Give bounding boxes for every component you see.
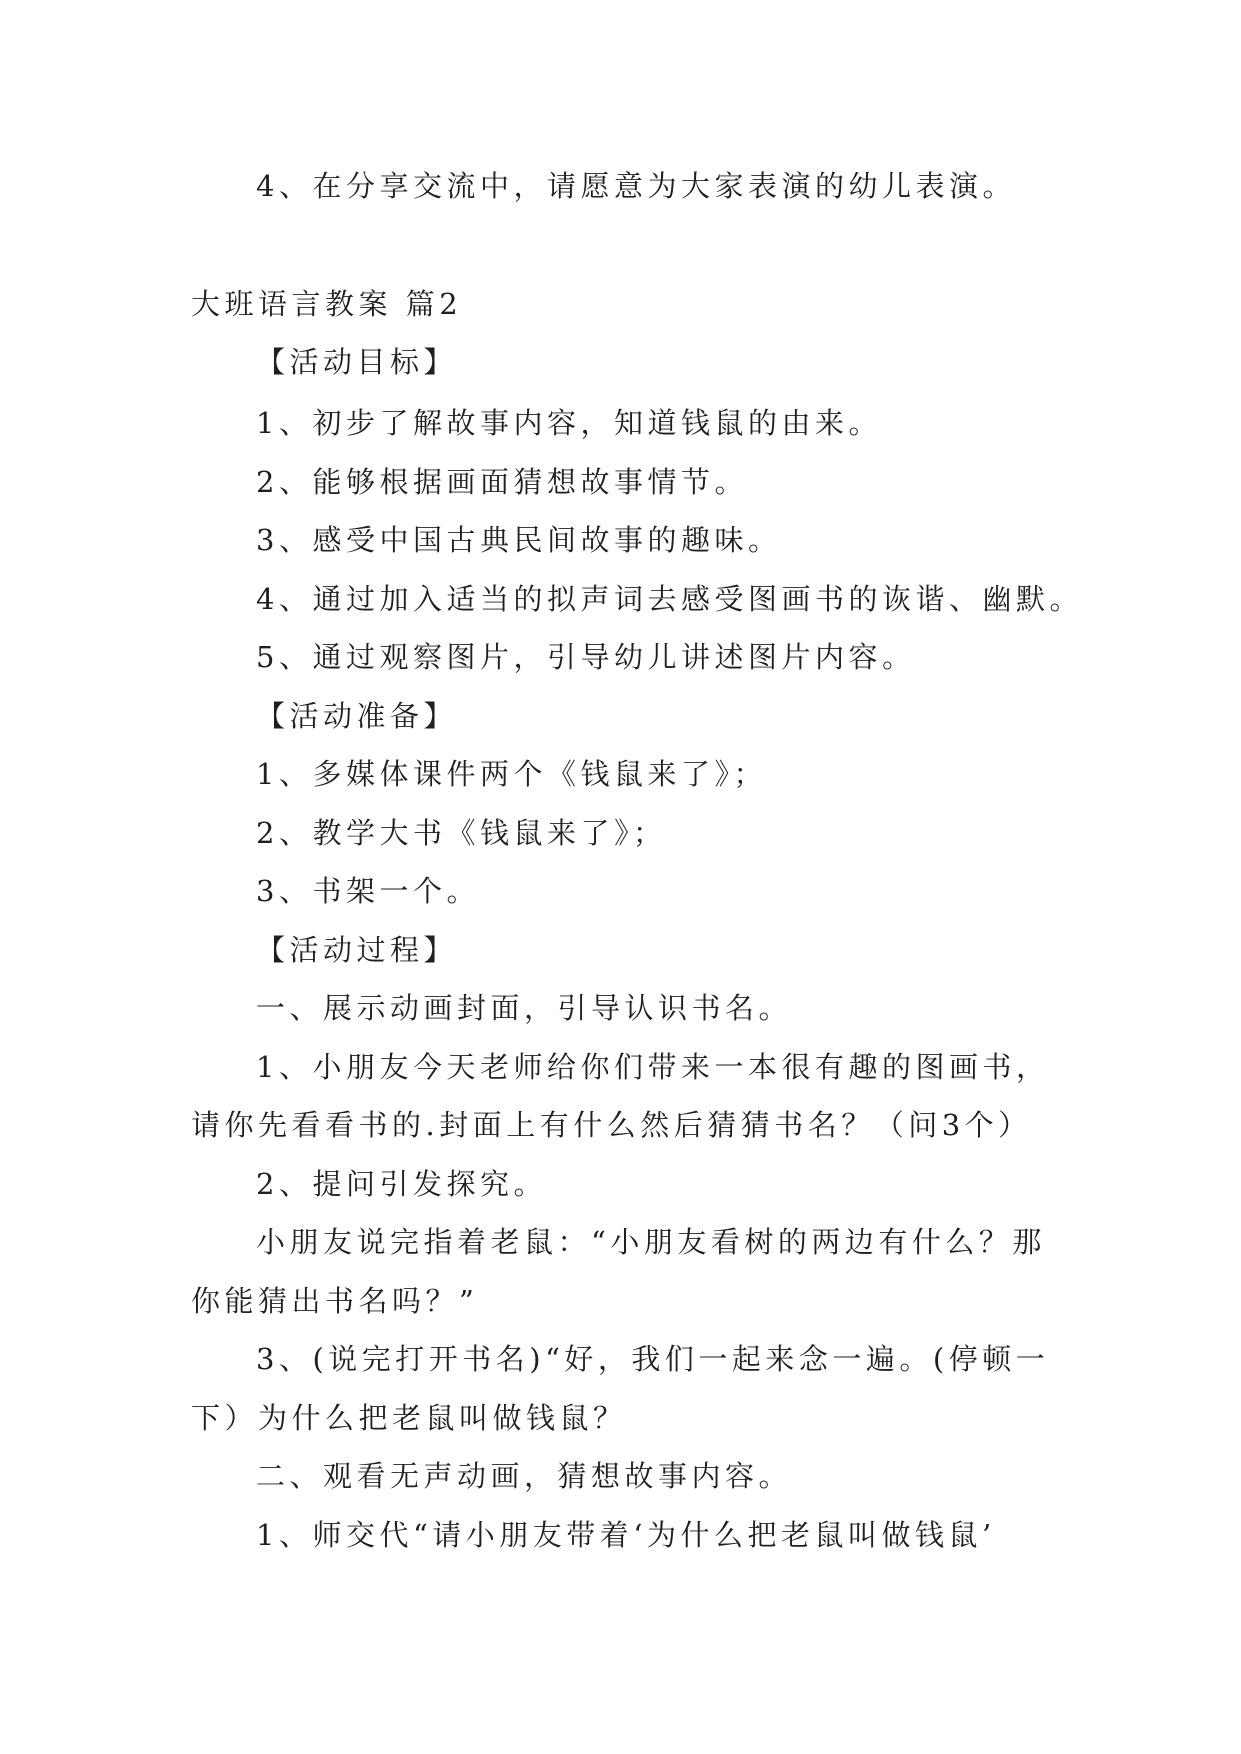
process-heading: 【活动过程】 <box>256 933 458 967</box>
goal-item: 4、通过加入适当的拟声词去感受图画书的诙谐、幽默。 <box>256 582 1083 616</box>
process-paragraph-line: 一、展示动画封面，引导认识书名。 <box>256 991 793 1025</box>
preparation-item: 3、书架一个。 <box>256 874 480 908</box>
preparation-item: 1、多媒体课件两个《钱鼠来了》； <box>256 757 767 791</box>
process-paragraph-line: 请你先看看书的.封面上有什么然后猜猜书名？（问3个） <box>191 1108 1032 1142</box>
process-paragraph-line: 你能猜出书名吗？” <box>191 1284 479 1318</box>
process-paragraph-line: 2、提问引发探究。 <box>256 1167 547 1201</box>
goal-item: 5、通过观察图片，引导幼儿讲述图片内容。 <box>256 640 916 674</box>
preparation-item: 2、教学大书《钱鼠来了》； <box>256 816 667 850</box>
process-paragraph-line: 3、(说完打开书名)“好，我们一起来念一遍。(停顿一 <box>256 1342 1050 1376</box>
goal-item: 2、能够根据画面猜想故事情节。 <box>256 465 748 499</box>
process-paragraph-line: 1、师交代“请小朋友带着‘为什么把老鼠叫做钱鼠’ <box>256 1518 996 1552</box>
goals-heading: 【活动目标】 <box>256 345 458 379</box>
process-paragraph-line: 二、观看无声动画，猜想故事内容。 <box>256 1459 793 1493</box>
process-paragraph-line: 下）为什么把老鼠叫做钱鼠？ <box>191 1401 627 1435</box>
intro-paragraph: 4、在分享交流中，请愿意为大家表演的幼儿表演。 <box>256 169 1016 203</box>
process-paragraph-line: 1、小朋友今天老师给你们带来一本很有趣的图画书， <box>256 1050 1050 1084</box>
preparation-heading: 【活动准备】 <box>256 699 458 733</box>
process-paragraph-line: 小朋友说完指着老鼠：“小朋友看树的两边有什么？那 <box>256 1225 1046 1259</box>
goal-item: 1、初步了解故事内容，知道钱鼠的由来。 <box>256 406 882 440</box>
goal-item: 3、感受中国古典民间故事的趣味。 <box>256 523 782 557</box>
section-title: 大班语言教案 篇2 <box>191 287 463 321</box>
